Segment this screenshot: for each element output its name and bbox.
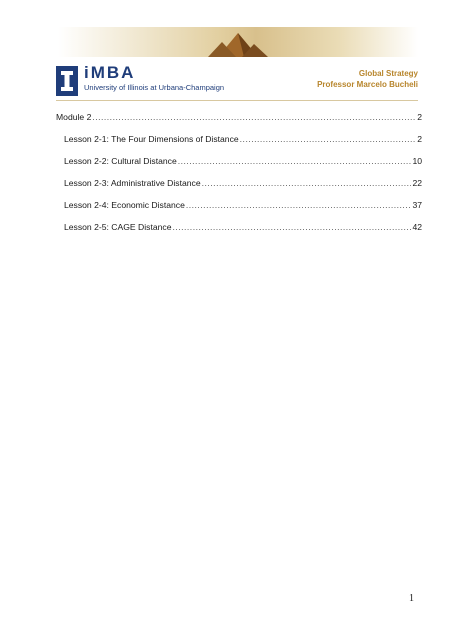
toc-leader [186, 200, 412, 210]
toc-leader [172, 222, 411, 232]
imba-logo [56, 63, 226, 96]
header-divider [56, 100, 418, 101]
toc-entry[interactable] [56, 112, 422, 134]
toc-entry[interactable] [56, 178, 422, 200]
toc-leader [92, 112, 416, 122]
toc-page: 2 [417, 134, 422, 144]
pyramid-graphic [208, 27, 268, 57]
table-of-contents [56, 112, 422, 244]
toc-entry[interactable] [56, 156, 422, 178]
toc-title: Lesson 2-1: The Four Dimensions of Distance [64, 134, 239, 144]
toc-entry[interactable] [56, 222, 422, 244]
toc-leader [202, 178, 412, 188]
header-banner [58, 27, 418, 57]
course-title: Global Strategy [358, 69, 418, 78]
toc-title: Lesson 2-2: Cultural Distance [64, 156, 177, 166]
logo-subtitle: University of Illinois at Urbana-Champaign [84, 83, 225, 92]
toc-entry[interactable] [56, 134, 422, 156]
toc-page: 2 [417, 112, 422, 122]
page-number: 1 [409, 593, 414, 604]
course-info [317, 68, 418, 90]
toc-page: 37 [412, 200, 422, 210]
toc-page: 42 [412, 222, 422, 232]
toc-title: Module 2 [56, 112, 92, 122]
toc-entry[interactable] [56, 200, 422, 222]
illinois-i-icon [56, 66, 78, 96]
toc-title: Lesson 2-5: CAGE Distance [64, 222, 172, 232]
toc-title: Lesson 2-4: Economic Distance [64, 200, 185, 210]
toc-title: Lesson 2-3: Administrative Distance [64, 178, 201, 188]
toc-page: 10 [412, 156, 422, 166]
toc-page: 22 [412, 178, 422, 188]
logo-name: iMBA [84, 63, 136, 82]
toc-leader [240, 134, 417, 144]
professor-name: Professor Marcelo Bucheli [317, 80, 418, 89]
toc-leader [178, 156, 412, 166]
